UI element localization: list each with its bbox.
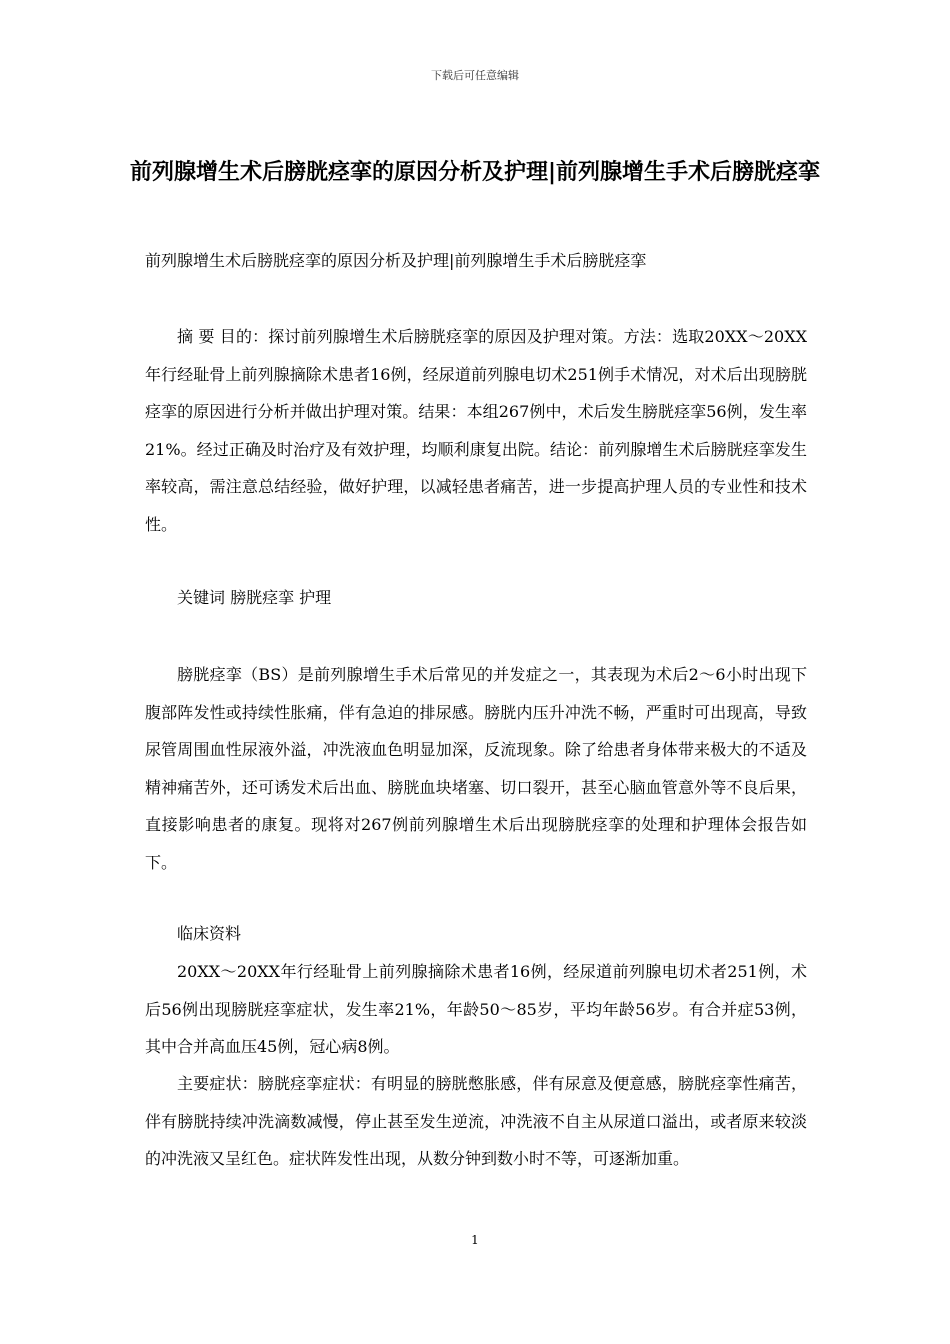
header-note: 下载后可任意编辑	[431, 69, 519, 82]
symptoms-paragraph: 主要症状：膀胱痉挛症状：有明显的膀胱憋胀感，伴有尿意及便意感，膀胱痉挛性痛苦，伴有膀胱持续冲洗滴数减慢，停止甚至发生逆流，冲洗液不自主从尿道口溢出，或者原来较淡的冲洗液又呈红色。症状阵发性出现，从数分钟到数小时不等，可逐渐加重。	[145, 1074, 807, 1168]
intro-paragraph: 膀胱痉挛（BS）是前列腺增生手术后常见的并发症之一，其表现为术后2～6小时出现下腹部阵发性或持续性胀痛，伴有急迫的排尿感。膀胱内压升冲洗不畅，严重时可出现高，导致尿管周围血性尿液外溢，冲洗液血色明显加深，反流现象。除了给患者身体带来极大的不适及精神痛苦外，还可诱发术后出血、膀胱血块堵塞、切口裂开，甚至心脑血管意外等不良后果，直接影响患者的康复。现将对267例前列腺增生术后出现膀胱痉挛的处理和护理体会报告如下。	[145, 665, 807, 872]
document-subtitle: 前列腺增生术后膀胱痉挛的原因分析及护理|前列腺增生手术后膀胱痉挛	[145, 251, 647, 270]
abstract-paragraph: 摘 要 目的：探讨前列腺增生术后膀胱痉挛的原因及护理对策。方法：选取20XX～20XX年行经耻骨上前列腺摘除术患者16例，经尿道前列腺电切术251例手术情况，对术后出现膀胱痉挛的原因进行分析并做出护理对策。结果：本组267例中，术后发生膀胱痉挛56例，发生率21%。经过正确及时治疗及有效护理，均顺利康复出院。结论：前列腺增生术后膀胱痉挛发生率较高，需注意总结经验，做好护理，以减轻患者痛苦，进一步提高护理人员的专业性和技术性。	[145, 327, 807, 534]
keywords-line: 关键词 膀胱痉挛 护理	[177, 588, 332, 607]
clinical-paragraph: 20XX～20XX年行经耻骨上前列腺摘除术患者16例，经尿道前列腺电切术者251例，术后56例出现膀胱痉挛症状，发生率21%，年龄50～85岁，平均年龄56岁。有合并症53例，其中合并高血压45例，冠心病8例。	[145, 962, 807, 1056]
document-title: 前列腺增生术后膀胱痉挛的原因分析及护理|前列腺增生手术后膀胱痉挛	[129, 160, 821, 185]
section-heading-clinical: 临床资料	[177, 924, 242, 943]
page-number: 1	[471, 1233, 479, 1247]
